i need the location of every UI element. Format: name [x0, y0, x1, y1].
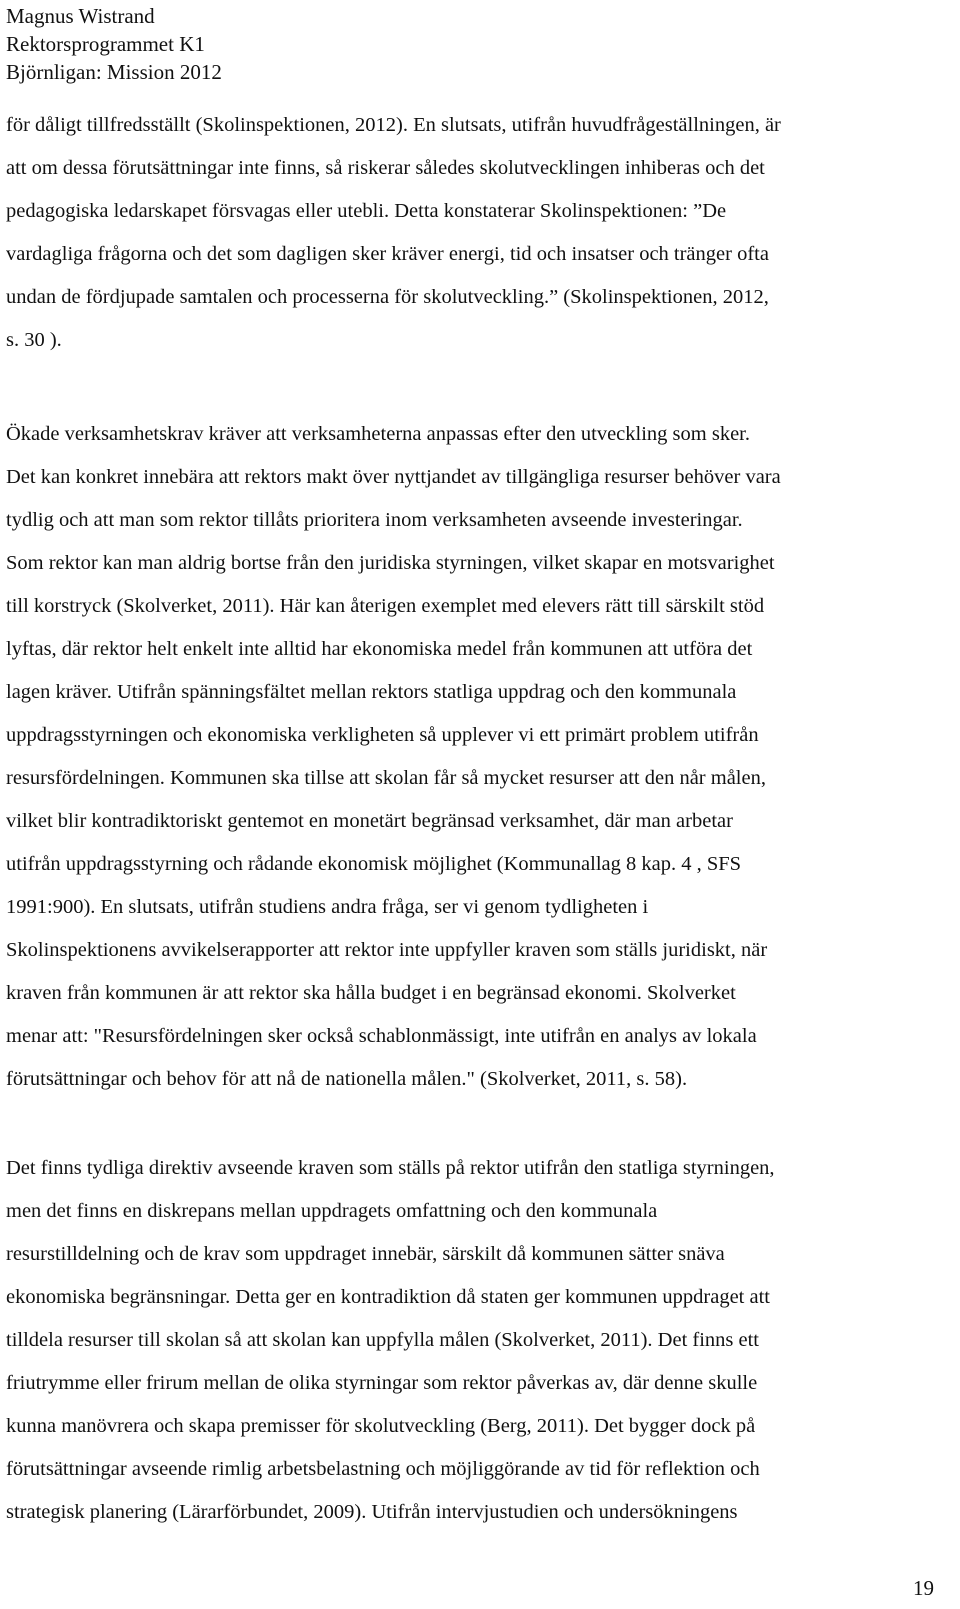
text-line: lagen kräver. Utifrån spänningsfältet mellan rektors statliga uppdrag och den kommunala	[6, 681, 737, 703]
text-line: lyftas, där rektor helt enkelt inte alltid har ekonomiska medel från kommunen att utföra det	[6, 638, 753, 660]
paragraph-1	[6, 104, 936, 362]
text-line: Ökade verksamhetskrav kräver att verksamheterna anpassas efter den utveckling som sker.	[6, 423, 750, 445]
text-line: ekonomiska begränsningar. Detta ger en kontradiktion då staten ger kommunen uppdraget att	[6, 1286, 770, 1308]
page-number: 19	[913, 1576, 934, 1600]
text-line: men det finns en diskrepans mellan uppdragets omfattning och den kommunala	[6, 1200, 658, 1222]
text-line: att om dessa förutsättningar inte finns, så riskerar således skolutvecklingen inhiberas och det	[6, 157, 765, 179]
text-line: s. 30 ).	[6, 329, 62, 351]
text-line: undan de fördjupade samtalen och processerna för skolutveckling.” (Skolinspektionen, 2012,	[6, 286, 769, 308]
text-line: kraven från kommunen är att rektor ska hålla budget i en begränsad ekonomi. Skolverket	[6, 982, 736, 1004]
text-line: kunna manövrera och skapa premisser för skolutveckling (Berg, 2011). Det bygger dock på	[6, 1415, 756, 1437]
text-line: pedagogiska ledarskapet försvagas eller utebli. Detta konstaterar Skolinspektionen: ”De	[6, 200, 727, 222]
text-line: Som rektor kan man aldrig bortse från den juridiska styrningen, vilket skapar en motsvarighet	[6, 552, 775, 574]
text-line: 1991:900). En slutsats, utifrån studiens andra fråga, ser vi genom tydligheten i	[6, 896, 649, 918]
header-author: Magnus Wistrand	[6, 4, 155, 28]
text-line: Det finns tydliga direktiv avseende kraven som ställs på rektor utifrån den statliga styrningen,	[6, 1157, 775, 1179]
text-line: resurstilldelning och de krav som uppdraget innebär, särskilt då kommunen sätter snäva	[6, 1243, 725, 1265]
text-line: förutsättningar och behov för att nå de nationella målen." (Skolverket, 2011, s. 58).	[6, 1068, 688, 1090]
text-line: Det kan konkret innebära att rektors makt över nyttjandet av tillgängliga resurser behöver vara	[6, 466, 781, 488]
text-line: Skolinspektionens avvikelserapporter att rektor inte uppfyller kraven som ställs juridiskt, när	[6, 939, 768, 961]
text-line: utifrån uppdragsstyrning och rådande ekonomisk möjlighet (Kommunallag 8 kap. 4 , SFS	[6, 853, 742, 875]
text-line: strategisk planering (Lärarförbundet, 2009). Utifrån intervjustudien och undersökningens	[6, 1501, 738, 1523]
text-line: vardagliga frågorna och det som dagligen sker kräver energi, tid och insatser och tränger ofta	[6, 243, 769, 265]
text-line: vilket blir kontradiktoriskt gentemot en monetärt begränsad verksamhet, där man arbetar	[6, 810, 733, 832]
text-line: till korstryck (Skolverket, 2011). Här kan återigen exemplet med elevers rätt till särskilt stöd	[6, 595, 765, 617]
page-header	[6, 2, 222, 86]
header-program: Rektorsprogrammet K1	[6, 32, 205, 56]
text-line: för dåligt tillfredsställt (Skolinspektionen, 2012). En slutsats, utifrån huvudfrågeställningen, är	[6, 114, 781, 136]
paragraph-3	[6, 1147, 936, 1534]
text-line: menar att: "Resursfördelningen sker också schablonmässigt, inte utifrån en analys av lokala	[6, 1025, 757, 1047]
text-line: tydlig och att man som rektor tillåts prioritera inom verksamheten avseende investeringar.	[6, 509, 743, 531]
text-line: tilldela resurser till skolan så att skolan kan uppfylla målen (Skolverket, 2011). Det finns ett	[6, 1329, 760, 1351]
text-line: uppdragsstyrningen och ekonomiska verkligheten så upplever vi ett primärt problem utifrån	[6, 724, 759, 746]
text-line: friutrymme eller frirum mellan de olika styrningar som rektor påverkas av, där denne skulle	[6, 1372, 758, 1394]
text-line: förutsättningar avseende rimlig arbetsbelastning och möjliggörande av tid för reflektion och	[6, 1458, 760, 1480]
text-line: resursfördelningen. Kommunen ska tillse att skolan får så mycket resurser att den når målen,	[6, 767, 766, 789]
header-course: Björnligan: Mission 2012	[6, 60, 222, 84]
paragraph-2	[6, 413, 936, 1101]
